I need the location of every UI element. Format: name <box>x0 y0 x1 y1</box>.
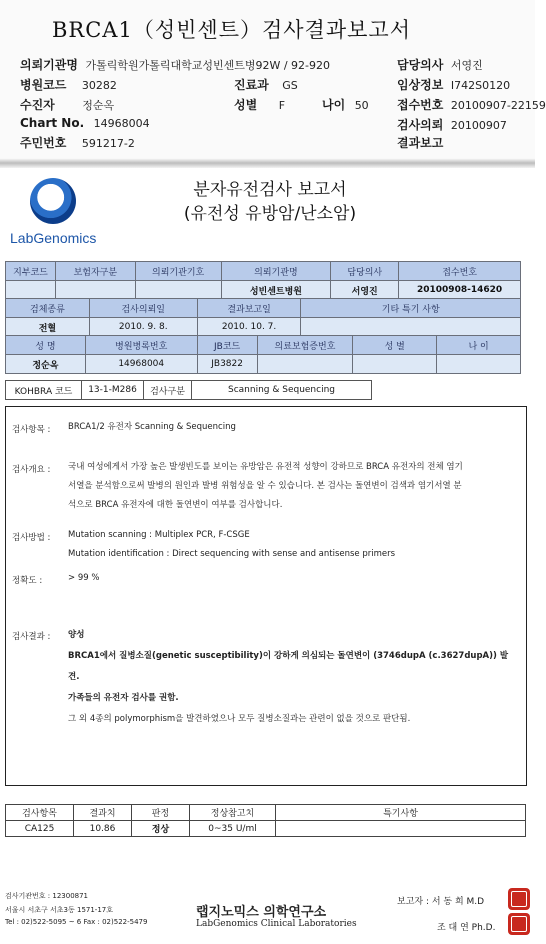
request-label: 검사의뢰 <box>397 118 444 132</box>
resident-no-label: 주민번호 <box>20 136 67 150</box>
labgenomics-logo <box>10 178 102 246</box>
lab-name-english: LabGenomics Clinical Laboratories <box>196 919 357 929</box>
value-cell <box>437 355 521 374</box>
clinical-info-value: I742S0120 <box>450 79 511 92</box>
value-cell: CA125 <box>6 821 74 837</box>
value-cell <box>6 281 56 300</box>
overview-line: 석으로 BRCA 유전자에 대한 돌연변이 여부를 검사합니다. <box>68 500 283 510</box>
value-cell <box>257 355 353 374</box>
hospital-code-label: 병원코드 <box>20 78 67 92</box>
item-value: BRCA1/2 유전자 Scanning & Sequencing <box>68 422 236 432</box>
age-row <box>322 96 369 113</box>
header-cell: 의뢰기관명 <box>221 262 331 281</box>
chart-no-value: 14968004 <box>93 117 150 130</box>
receipt-no-value: 20100907-22159 <box>450 99 546 112</box>
value-cell: 성빈센트병원 <box>221 281 331 300</box>
result-polymorphism: 그 외 4종의 polymorphism을 발견하였으나 모두 질병소질과는 관련이 없을 것으로 판단됨. <box>68 714 411 724</box>
header-cell: 검사의뢰일 <box>89 299 197 318</box>
report-title <box>120 178 420 226</box>
item-label: 검사항목 : <box>12 425 51 435</box>
hospital-header <box>0 0 546 168</box>
kohbra-table <box>5 380 372 400</box>
method-label: 검사방법 : <box>12 533 51 543</box>
value-cell: JB3822 <box>197 355 257 374</box>
age-value: 50 <box>354 99 369 112</box>
reviewer-signature: 조 대 연 Ph.D. <box>437 923 496 933</box>
accuracy-label: 정확도 : <box>12 576 43 586</box>
dept-row <box>234 76 298 93</box>
value-cell <box>353 355 437 374</box>
result-label: 검사결과 : <box>12 632 51 642</box>
result-text <box>68 625 513 730</box>
header-cell: 성 명 <box>6 336 86 355</box>
section-divider <box>0 158 535 168</box>
value-cell <box>301 318 521 337</box>
recipient-value: 정순옥 <box>82 99 115 112</box>
header-cell: 의료보험증번호 <box>257 336 353 355</box>
value-cell: 2010. 10. 7. <box>197 318 301 337</box>
clinical-info-row <box>397 76 510 93</box>
test-details-box <box>5 406 527 786</box>
seal-stamp-icon <box>508 888 530 910</box>
method-line: Mutation scanning : Multiplex PCR, F-CSGE <box>68 530 250 540</box>
logo-circle-icon <box>30 178 76 224</box>
institution-value: 가톨릭학원가톨릭대학교성빈센트병92W / 92-920 <box>85 59 331 72</box>
physician-row <box>397 56 483 73</box>
institution-row <box>20 56 330 73</box>
overview-text <box>68 458 513 515</box>
receipt-no-row <box>397 96 546 113</box>
lab-results-table <box>5 804 526 837</box>
kohbra-value: 13-1-M286 <box>82 381 144 400</box>
hospital-code-value: 30282 <box>81 79 117 92</box>
logo-text: LabGenomics <box>10 230 97 246</box>
physician-label: 담당의사 <box>397 58 444 72</box>
age-label: 나이 <box>322 98 346 112</box>
kohbra-label: KOHBRA 코드 <box>6 381 82 400</box>
cert-number: 검사기관번호 : 12300871 <box>5 892 89 900</box>
category-label: 검사구분 <box>144 381 192 400</box>
header-cell: 기타 특기 사항 <box>301 299 521 318</box>
header-cell: 결과치 <box>74 805 132 821</box>
request-value: 20100907 <box>450 119 507 132</box>
accuracy-value: > 99 % <box>68 573 100 583</box>
info-table-3 <box>5 335 521 374</box>
value-cell: 서영진 <box>331 281 399 300</box>
report-row <box>397 134 443 151</box>
value-cell: 20100908-14620 <box>399 281 521 300</box>
header-cell: 검체종류 <box>6 299 90 318</box>
overview-line: 국내 여성에게서 가장 높은 발생빈도를 보이는 유방암은 유전적 성향이 강하므로 BRCA 유전자의 전체 염기 <box>68 462 463 472</box>
value-cell <box>276 821 526 837</box>
header-cell: 결과보고일 <box>197 299 301 318</box>
header-cell: JB코드 <box>197 336 257 355</box>
value-cell <box>135 281 221 300</box>
value-cell: 전혈 <box>6 318 90 337</box>
header-cell: 보험자구분 <box>55 262 135 281</box>
result-recommendation: 가족들의 유전자 검사를 권함. <box>68 693 179 703</box>
physician-value: 서영진 <box>450 59 483 72</box>
dept-value: GS <box>282 79 298 92</box>
header-cell: 정상참고치 <box>190 805 276 821</box>
header-cell: 병원병록번호 <box>85 336 197 355</box>
value-cell <box>55 281 135 300</box>
recipient-label: 수진자 <box>20 98 55 112</box>
header-cell: 성 별 <box>353 336 437 355</box>
category-value: Scanning & Sequencing <box>192 381 372 400</box>
institution-label: 의뢰기관명 <box>20 58 78 72</box>
dept-label: 진료과 <box>234 78 269 92</box>
request-row <box>397 116 507 133</box>
value-cell: 2010. 9. 8. <box>89 318 197 337</box>
value-cell: 0~35 U/ml <box>190 821 276 837</box>
report-label: 결과보고 <box>397 136 444 150</box>
sex-label: 성별 <box>234 98 258 112</box>
value-cell: 정상 <box>132 821 190 837</box>
value-cell: 정순옥 <box>6 355 86 374</box>
header-cell: 지부코드 <box>6 262 56 281</box>
info-table-1 <box>5 261 521 300</box>
header-cell: 특기사항 <box>276 805 526 821</box>
resident-no-value: 591217-2 <box>81 137 135 150</box>
report-header-title: BRCA1（성빈센트）검사결과보고서 <box>52 18 411 42</box>
seal-stamp-icon <box>508 913 530 935</box>
hospital-code-row <box>20 76 117 93</box>
sex-value: F <box>278 99 286 112</box>
header-cell: 의뢰기관기호 <box>135 262 221 281</box>
header-cell: 담당의사 <box>331 262 399 281</box>
receipt-no-label: 접수번호 <box>397 98 444 112</box>
value-cell: 14968004 <box>85 355 197 374</box>
chart-no-label: Chart No. <box>20 116 85 130</box>
method-line: Mutation identification : Direct sequencing with sense and antisense primers <box>68 549 396 559</box>
overview-line: 서열을 분석함으로써 발병의 원인과 발병 위험성을 알 수 있습니다. 본 검사는 돌연변이 검색과 염기서열 분 <box>68 481 462 491</box>
reporter-signature: 보고자 : 서 동 희 M.D <box>397 897 485 907</box>
method-text <box>68 526 513 564</box>
lab-address: 서울시 서초구 서초3동 1571-17호 <box>5 906 113 914</box>
info-table-2 <box>5 298 521 337</box>
result-finding: BRCA1에서 질병소질(genetic susceptibility)이 강하게 의심되는 돌연변이 (3746dupA (c.3627dupA)) 발견. <box>68 651 509 682</box>
overview-label: 검사개요 : <box>12 465 51 475</box>
lab-phone: Tel : 02)522-5095 ~ 6 Fax : 02)522-5479 <box>5 918 148 926</box>
lab-report <box>0 168 535 944</box>
header-cell: 검사항목 <box>6 805 74 821</box>
resident-no-row <box>20 134 135 151</box>
header-cell: 접수번호 <box>399 262 521 281</box>
sex-row <box>234 96 285 113</box>
report-title-line1: 분자유전검사 보고서 <box>193 180 347 200</box>
recipient-row <box>20 96 114 113</box>
value-cell: 10.86 <box>74 821 132 837</box>
result-verdict: 양성 <box>68 630 85 640</box>
chart-no-row <box>20 116 150 130</box>
report-title-line2: (유전성 유방암/난소암) <box>183 204 357 224</box>
header-cell: 판정 <box>132 805 190 821</box>
header-cell: 나 이 <box>437 336 521 355</box>
clinical-info-label: 임상정보 <box>397 78 444 92</box>
lab-name-korean: 랩지노믹스 의학연구소 <box>196 905 327 920</box>
